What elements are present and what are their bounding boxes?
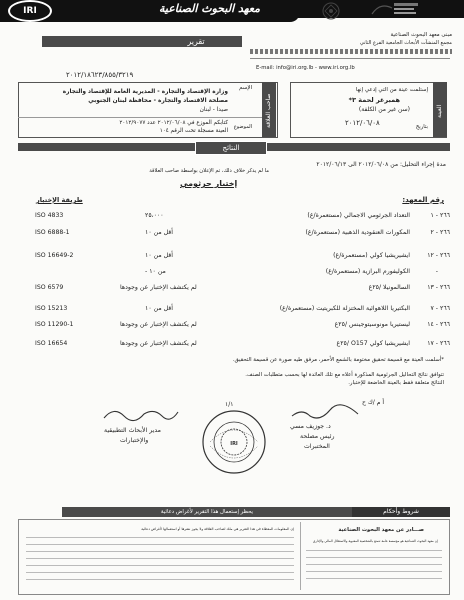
applicant-name-line-2: مصلحة الاقتصاد والتجارة - محافظة لبنان الجنوبي xyxy=(88,98,228,104)
table-row xyxy=(20,229,450,241)
official-seal-icon xyxy=(200,408,268,476)
applicant-divider xyxy=(18,117,262,118)
row-test-name: البكتيريا اللاهوائية المختزلة للكبريتيت (مستعمرة/غ) xyxy=(279,305,410,312)
footnote-1: *أسلمت العينة مع قسيمة تحقيق مختومة بالشمع الأحمر، مرفق طيه صورة عن قسيمة التحقيق. xyxy=(232,357,444,363)
applicant-side-label: صاحب العلاقة xyxy=(265,93,272,128)
address-line-1: مبنى معهد البحوث الصناعية xyxy=(390,32,452,38)
row-code: - xyxy=(435,268,438,275)
report-initials: أ م /ك ح xyxy=(362,399,384,406)
analysis-note: ما لم يذكر خلاف ذلك، تم الإعلان بواسطة صاحب العلاقة xyxy=(149,168,269,174)
col-ref-header: رقم المعهد: xyxy=(402,196,444,204)
row-test-name: المكورات العنقودية الذهبية (مستعمرة/غ) xyxy=(305,229,410,236)
row-method: ISO 15213 xyxy=(35,305,68,312)
row-test-name: ليستيريا مونوسيتوجينس /٢٥غ xyxy=(334,321,410,328)
footer-right-heading: صـــادر عن معهد البحوث الصناعية xyxy=(338,527,424,533)
right-sign-name: د. جوزيف مسي xyxy=(290,423,331,430)
sample-side-label: العينة xyxy=(436,104,443,118)
applicant-letter-line: كتابكم الموزع في ٢٠١٢/٠٦/٠٨ عدد ٢٠١٢/٩٠٧٧ xyxy=(119,120,228,126)
sample-weight: (سن غير من الكلفة) xyxy=(358,106,410,113)
table-row xyxy=(20,340,450,352)
logo-text: IRI xyxy=(23,6,37,16)
applicant-name-line-1: وزارة الإقتصاد والتجارة - المديرية العامة للإقتصاد والتجارة xyxy=(62,89,228,95)
right-sign-line-1: رئيس مصلحة xyxy=(300,433,335,440)
footer-left-bar xyxy=(62,507,352,517)
footer-left-text: إن المعلومات المعطاة في هذا التقرير هي ملك لصاحب العلاقة ولا يجوز نشرها أو استعمالها لأغراض دعائية xyxy=(141,527,294,531)
row-result: لم يكتشف الإختبار عن وجودها xyxy=(120,284,197,291)
row-result: أقل من ١٠ xyxy=(145,229,173,236)
accreditation-logo-icon xyxy=(370,0,420,18)
table-row xyxy=(20,212,450,224)
seal-text: IRI xyxy=(230,441,238,447)
header-divider xyxy=(250,58,450,59)
right-signature-icon xyxy=(290,404,360,422)
footer-right-text: إن معهد البحوث الصناعية هو مؤسسة عامة تتمتع بالشخصية المعنوية والاستقلال المالي والإداري xyxy=(312,539,438,543)
table-row xyxy=(20,321,450,333)
applicant-subject-label: الموضوع xyxy=(233,124,252,130)
row-test-name: الكوليفورم البرازية (مستعمرة/غ) xyxy=(325,268,410,275)
footer-right-bar-label: شروط وأحكام xyxy=(383,508,419,515)
title-label: تقرير xyxy=(187,37,205,46)
row-code: ٢٦٦ - ١ xyxy=(430,212,450,219)
row-method: ISO 4833 xyxy=(35,212,64,219)
address-line-2: مجمع المنشآت الأبحاث الجامعية الفرع الثاني xyxy=(359,40,452,46)
row-method: ISO 16654 xyxy=(35,340,68,347)
row-code: ٢٦٦ - ٢ xyxy=(430,229,450,236)
row-method: ISO 11290-1 xyxy=(35,321,74,328)
footer-left-bar-label: يحظر إستعمال هذا التقرير لأغراض دعائية xyxy=(160,509,254,515)
row-result: لم يكتشف الإختبار عن وجودها xyxy=(120,321,197,328)
applicant-name-label: الإسم xyxy=(239,85,252,91)
row-test-name: ايشيريشيا كولي O157 /٢٥غ xyxy=(336,340,410,347)
table-row xyxy=(20,284,450,296)
sample-date-value: ٢٠١٢/٠٦/٠٨ xyxy=(345,119,380,127)
row-test-name: ايشيريشيا كولي (مستعمرة/غ) xyxy=(333,252,410,259)
footnote-3: النتائج متعلقة فقط بالعينة الخاضعة للإختبار. xyxy=(348,380,444,386)
row-result: ٢٥،٠٠٠ xyxy=(145,212,164,219)
row-method: ISO 6579 xyxy=(35,284,64,291)
row-method: ISO 6888-1 xyxy=(35,229,70,236)
email-line: E-mail: info@iri.org.lb - www.iri.org.lb xyxy=(256,65,355,71)
left-sign-line-2: والإختبارات xyxy=(120,437,149,444)
row-code: ٢٦٦ - ١٧ xyxy=(427,340,450,347)
analysis-period: مدة إجراء التحليل: من ٢٠١٢/٠٦/٠٨ الى ٢٠١٢/٠٦/١٣ xyxy=(316,161,446,168)
table-row xyxy=(20,252,450,264)
footnote-2: تتوافق نتائج التحاليل الجرثومية المذكورة أعلاه مع تلك العائدة لها بحسب متطلبات الصنف. xyxy=(245,372,444,378)
crest-icon xyxy=(318,1,344,21)
test-title: إختبار جرثومي xyxy=(180,179,238,188)
row-test-name: السالمونيلا /٢٥غ xyxy=(368,284,410,291)
row-code: ٢٦٦ - ١٤ xyxy=(427,321,450,328)
page-marker: ١/١ xyxy=(225,401,234,408)
row-result: أقل من ١٠ xyxy=(145,305,173,312)
left-signature-icon xyxy=(100,404,180,424)
report-number: ٢٠١٢/١٨٦٢٣/٨٥٥/٣٢١٩ xyxy=(66,71,134,79)
results-bar-label xyxy=(195,141,267,155)
left-sign-line-1: مدير الأبحاث التطبيقية xyxy=(104,427,161,434)
applicant-name-line-3: صيدا - لبنان xyxy=(199,107,228,113)
table-row xyxy=(20,305,450,317)
footer-right-bar xyxy=(352,507,450,517)
row-code: ٢٦٦ - ٧ xyxy=(430,305,450,312)
sample-date-label: بتاريخ xyxy=(415,124,428,130)
applicant-sample-line: العينة مسجلة تحت الرقم ١٠٤ xyxy=(159,128,228,134)
results-label: النتائج xyxy=(222,144,240,152)
row-result: أقل من ١٠ xyxy=(145,252,173,259)
row-result: - من ١٠ xyxy=(145,268,166,275)
row-code: ٢٦٦ - ١٣ xyxy=(427,284,450,291)
row-result: لم يكتشف الإختبار عن وجودها xyxy=(120,340,197,347)
right-sign-line-2: المختبرات xyxy=(304,443,330,450)
title-bar-right xyxy=(150,36,242,47)
row-method: ISO 16649-2 xyxy=(35,252,74,259)
sample-intro: إستلمت عينة من التي إدعي إنها xyxy=(355,87,428,93)
table-row xyxy=(20,268,450,280)
col-method-header: طريقة الإختبار xyxy=(36,196,83,204)
sample-product: همبرغر لحمة ٣* xyxy=(348,96,400,104)
institute-name: معهد البحوث الصناعية xyxy=(159,2,260,15)
logo-iri xyxy=(8,0,52,22)
row-test-name: التعداد الجرثومي الاجمالي (مستعمرة/غ) xyxy=(307,212,410,219)
footer-column-divider xyxy=(300,522,301,590)
row-code: ٢٦٦ - ١٢ xyxy=(427,252,450,259)
phone-line xyxy=(250,49,452,54)
